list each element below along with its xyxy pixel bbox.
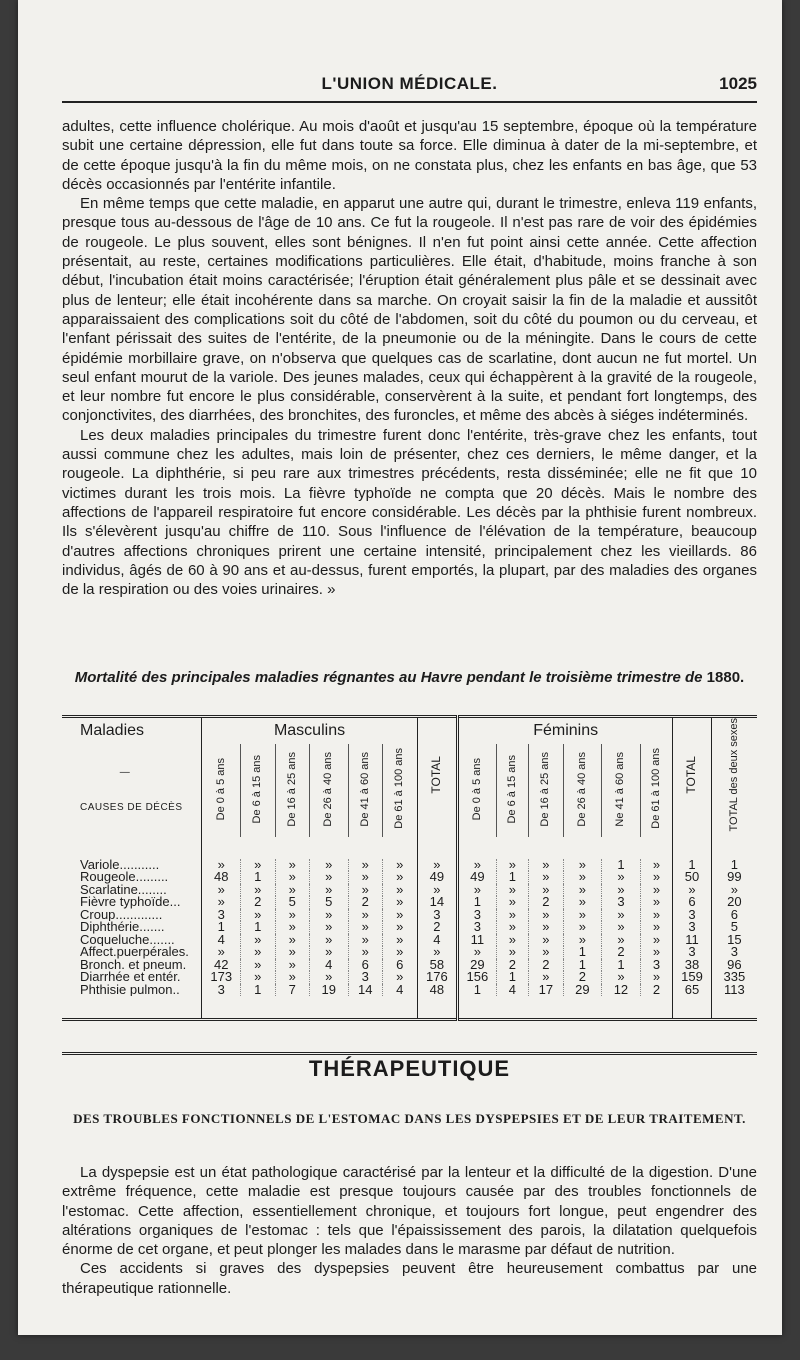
table-cell: 1 [458, 984, 497, 997]
table-cell: » [241, 959, 275, 972]
table-cell: 1 [241, 921, 275, 934]
table-cell: » [275, 934, 309, 947]
row-label: Fièvre typhoïde... [80, 896, 181, 909]
total-feminins-header: TOTAL [684, 755, 699, 794]
running-title: L'UNION MÉDICALE. [321, 74, 498, 93]
row-label: Bronch. et pneum. [80, 958, 187, 972]
table-cell: 335 [711, 971, 757, 984]
table-cell: » [310, 971, 349, 984]
row-label: Affect.puerpérales. [80, 946, 189, 959]
table-row [62, 984, 757, 997]
total-both-sexes-header: TOTAL des deux sexes [727, 718, 740, 832]
table-cell: 6 [673, 896, 712, 909]
table-cell: » [529, 909, 563, 922]
table-cell: » [417, 859, 458, 872]
row-label: Variole........... [80, 858, 160, 872]
table-cell: » [348, 909, 382, 922]
mortality-table [62, 715, 757, 1021]
caption-text: Mortalité des principales maladies régnantes au Havre pendant le troisième trimestre de [74, 669, 703, 686]
row-label: Diarrhée et entér. [80, 971, 181, 984]
table-cell: » [529, 859, 563, 872]
table-cell: 3 [417, 909, 458, 922]
page-number: 1025 [719, 74, 757, 93]
table-cell: 3 [640, 959, 673, 972]
table-cell: 6 [383, 959, 418, 972]
table-cell: » [310, 859, 349, 872]
table-cell: 29 [563, 984, 602, 997]
table-cell: » [458, 946, 497, 959]
male-age-header: De 61 à 100 ans [393, 748, 406, 830]
table-cell: 4 [310, 959, 349, 972]
table-cell: 5 [275, 896, 309, 909]
table-cell: » [640, 934, 673, 947]
table-cell: 1 [458, 896, 497, 909]
paragraph: En même temps que cette maladie, en apparut une autre qui, durant le trimestre, enleva 119 enfants, presque tous au-dessous de l'âge de 10 ans. Ce fut la rougeole. Il n'est pas rare de voir des épidémies de rougeole. Le plus souvent, elles sont bénignes. Il n'en fut point ainsi cette année. Cette affection présentait, au reste, certaines modifications particulières. Elle était, d'habitude, moins franche à son début, l'incubation était moins caractérisée; l'éruption était généralement plus pâle et se dessinait avec plus de lenteur; elle était incohérente dans sa marche. On croyait saisir la fin de la maladie et aussitôt apparaissaient des complications soit du côté de l'abdomen, soit du côté du poumon ou du cerveau, et l'enfant périssait des suites de l'entérite, de la pneumonie ou de la méningite. Dans le cours de cette épidémie morbillaire grave, on n'observa que quelques cas de scarlatine, dont aucun ne fut mortel. Un seul enfant mourut de la variole. Des jeunes malades, ceux qui échappèrent à la gravité de la rougeole, et leur nombre fut encore le plus considérable, conservèrent à la suite, et pendant fort longtemps, des conjonctivites, des diarrhées, des bronchites, des furoncles, et même des abcès à siéges indéterminés. [62, 195, 757, 425]
table-cell: » [241, 946, 275, 959]
table-cell: » [602, 871, 641, 884]
table-cell: 20 [711, 896, 757, 909]
table-cell: » [383, 859, 418, 872]
table-cell: » [348, 884, 382, 897]
table-cell: » [563, 871, 602, 884]
table-cell: » [275, 909, 309, 922]
table-cell: 48 [417, 984, 458, 997]
table-cell: 3 [202, 909, 241, 922]
table-cell: » [711, 884, 757, 897]
table-cell: 4 [383, 984, 418, 997]
male-age-header: De 26 à 40 ans [322, 751, 335, 827]
table-cell: 176 [417, 971, 458, 984]
table-cell: 3 [711, 946, 757, 959]
table-cell: » [496, 884, 528, 897]
table-cell: 1 [563, 946, 602, 959]
table-cell: » [383, 946, 418, 959]
table-cell: 4 [202, 934, 241, 947]
female-age-header: De 0 à 5 ans [470, 757, 483, 820]
table-cell: 3 [202, 984, 241, 997]
table-cell: » [458, 884, 497, 897]
table-cell: » [602, 921, 641, 934]
table-cell: 3 [348, 971, 382, 984]
table-cell: » [383, 921, 418, 934]
table-cell: » [673, 884, 712, 897]
paragraph: Les deux maladies principales du trimestre furent donc l'entérite, très-grave chez les enfants, tout aussi commune chez les adultes, mais loin de présenter, chez ces derniers, le même danger, et la rougeole. La diphthérie, si peu rare aux trimestres précédents, resta disséminée; elle ne fit que 10 victimes durant les trois mois. La fièvre typhoïde ne compta que 20 décès. Mais le nombre des affections de l'appareil respiratoire fut encore considérable. Les décès par la phthisie furent nombreux. Ils s'élevèrent jusqu'au chiffre de 110. Sous l'influence de l'élévation de la température, beaucoup d'autres affections chroniques prirent une certaine intensité, principalement chez les vieillards. 86 individus, âgés de 60 à 90 ans et au-dessus, furent emportés, la plupart, par des maladies des organes de la respiration ou des voies urinaires. » [62, 426, 757, 599]
article-title: DES TROUBLES FONCTIONNELS DE L'ESTOMAC DANS LES DYSPEPSIES ET DE LEUR TRAITEMENT. [73, 1111, 746, 1126]
paragraph: Ces accidents si graves des dyspepsies peuvent être heureusement combattus par une thérapeutique rationnelle. [62, 1260, 757, 1297]
causes-label: CAUSES DE DÉCÈS [80, 802, 183, 814]
header-rule [62, 101, 757, 103]
table-cell: » [563, 921, 602, 934]
table-cell: » [529, 934, 563, 947]
table-cell: 2 [563, 971, 602, 984]
table-cell: » [310, 871, 349, 884]
table-cell: 7 [275, 984, 309, 997]
table-cell: » [529, 871, 563, 884]
table-cell: » [275, 921, 309, 934]
male-age-header: De 16 à 25 ans [285, 751, 298, 827]
female-age-header: De 61 à 100 ans [649, 748, 662, 830]
table-cell: » [383, 884, 418, 897]
table-cell: 3 [673, 946, 712, 959]
table-cell: 1 [711, 859, 757, 872]
table-cell: » [348, 934, 382, 947]
page [18, 0, 782, 1335]
male-age-header: De 0 à 5 ans [214, 757, 227, 820]
table-cell: » [640, 871, 673, 884]
body-text [62, 117, 757, 599]
table-cell: 11 [673, 934, 712, 947]
table-cell: 3 [673, 909, 712, 922]
table-cell: » [602, 934, 641, 947]
page-header [62, 72, 757, 98]
table-cell: » [496, 909, 528, 922]
table-cell: » [310, 946, 349, 959]
row-label: Scarlatine........ [80, 883, 167, 897]
table-cell: » [640, 921, 673, 934]
table-cell: 14 [348, 984, 382, 997]
table-cell: 2 [529, 959, 563, 972]
table-cell: 48 [202, 871, 241, 884]
female-age-header: De 26 à 40 ans [575, 751, 588, 827]
table-cell: 14 [417, 896, 458, 909]
table-cell: » [602, 884, 641, 897]
table-cell: » [275, 884, 309, 897]
table-cell: 1 [202, 921, 241, 934]
table-cell: » [563, 884, 602, 897]
table-cell: » [310, 884, 349, 897]
row-label: Phthisie pulmon.. [80, 983, 180, 997]
table-cell: 2 [529, 896, 563, 909]
header-dash: — [119, 767, 131, 779]
female-age-header: De 16 à 25 ans [539, 751, 552, 827]
table-cell: 1 [602, 859, 641, 872]
table-cell: » [241, 934, 275, 947]
female-age-header: Ne 41 à 60 ans [614, 751, 627, 827]
table-cell: » [202, 884, 241, 897]
table-cell: » [241, 884, 275, 897]
table-cell: 1 [241, 871, 275, 884]
table-cell: 42 [202, 959, 241, 972]
table-cell: 12 [602, 984, 641, 997]
table-cell: » [383, 896, 418, 909]
table-cell: » [563, 934, 602, 947]
male-age-header: De 41 à 60 ans [358, 751, 371, 827]
table-cell: 99 [711, 871, 757, 884]
table-cell: » [496, 946, 528, 959]
table-cell: 1 [602, 959, 641, 972]
table-cell: » [202, 946, 241, 959]
row-label: Croup............. [80, 908, 163, 922]
table-cell: 58 [417, 959, 458, 972]
table-cell: » [383, 971, 418, 984]
table-cell: » [275, 871, 309, 884]
row-label: Coqueluche....... [80, 933, 175, 947]
table-cell: 4 [496, 984, 528, 997]
table-cell: » [310, 934, 349, 947]
table-cell: » [640, 971, 673, 984]
table-cell: » [602, 971, 641, 984]
table-cell: » [496, 859, 528, 872]
table-cell: » [383, 909, 418, 922]
table-cell: » [563, 896, 602, 909]
table-cell: » [496, 921, 528, 934]
table-caption [62, 668, 757, 687]
article-text [62, 1163, 757, 1298]
table-cell: » [383, 934, 418, 947]
section-title: THÉRAPEUTIQUE [308, 1056, 511, 1081]
table-cell: » [310, 909, 349, 922]
table-cell: 6 [711, 909, 757, 922]
table-cell: » [383, 871, 418, 884]
table-cell: 2 [640, 984, 673, 997]
table-cell: 113 [711, 984, 757, 997]
table-cell: » [529, 971, 563, 984]
table-cell: » [348, 921, 382, 934]
total-masculins-header: TOTAL [429, 755, 444, 794]
table-cell: » [563, 859, 602, 872]
table-cell: 50 [673, 871, 712, 884]
table-cell: » [275, 971, 309, 984]
female-age-header: De 6 à 15 ans [505, 754, 518, 824]
table-cell: 2 [348, 896, 382, 909]
table-cell: » [640, 884, 673, 897]
table-cell: » [640, 946, 673, 959]
table-cell: » [202, 859, 241, 872]
table-cell: 29 [458, 959, 497, 972]
table-cell: » [275, 959, 309, 972]
table-cell: 156 [458, 971, 497, 984]
causes-header [62, 744, 202, 836]
table-cell: » [241, 859, 275, 872]
maladies-header: Maladies [80, 722, 145, 740]
table-cell: » [529, 884, 563, 897]
table-cell: » [496, 934, 528, 947]
table-cell: 15 [711, 934, 757, 947]
table-cell: » [348, 946, 382, 959]
table-cell: 173 [202, 971, 241, 984]
table-cell: 49 [417, 871, 458, 884]
table-cell: 1 [673, 859, 712, 872]
table-cell: 65 [673, 984, 712, 997]
table-cell: » [241, 909, 275, 922]
table-cell: 1 [496, 971, 528, 984]
table-cell: » [640, 909, 673, 922]
table-cell: » [348, 871, 382, 884]
table-cell: 1 [241, 984, 275, 997]
table-cell: » [529, 921, 563, 934]
table-cell: 159 [673, 971, 712, 984]
row-label: Rougeole......... [80, 871, 169, 884]
table-cell: » [496, 896, 528, 909]
table-cell: 3 [458, 909, 497, 922]
table-cell: 5 [711, 921, 757, 934]
table-cell: » [275, 859, 309, 872]
table-cell: 6 [348, 959, 382, 972]
table-bottom-rule [62, 1052, 757, 1055]
table-cell: 38 [673, 959, 712, 972]
table-cell: » [602, 909, 641, 922]
table-cell: 1 [563, 959, 602, 972]
table-cell: » [640, 859, 673, 872]
table-cell: 2 [241, 896, 275, 909]
paragraph: adultes, cette influence cholérique. Au mois d'août et jusqu'au 15 septembre, époque où la température subit une certaine dépression, elle fut dans toute sa force. Elle diminua à dater de la mi-septembre, et de cette époque jusqu'à la fin du même mois, on ne constata plus, chez les enfants en bas âge, que 53 décès occasionnés par l'entérite infantile. [62, 118, 757, 193]
table-cell: » [640, 896, 673, 909]
paragraph: La dyspepsie est un état pathologique caractérisé par la lenteur et la difficulté de la digestion. D'une extrême fréquence, cette maladie est presque toujours causée par des troubles fonctionnels de l'estomac. Cette affection, essentiellement chronique, et toujours fort longue, peut engendrer des altérations organiques de l'estomac : tels que l'épaississement des parois, la dilatation quelquefois énorme de cet organe, et peut plonger les malades dans le marasme par défaut de nutrition. [62, 1164, 757, 1259]
table-cell: 49 [458, 871, 497, 884]
table-cell: 1 [496, 871, 528, 884]
table-cell: » [458, 859, 497, 872]
table-cell: » [202, 896, 241, 909]
table-cell: » [348, 859, 382, 872]
row-label: Diphthérie....... [80, 921, 165, 934]
table-cell: » [529, 946, 563, 959]
table-cell: 19 [310, 984, 349, 997]
table-cell: 96 [711, 959, 757, 972]
table-cell: 3 [673, 921, 712, 934]
table-cell: 2 [602, 946, 641, 959]
table-cell: » [275, 946, 309, 959]
table-cell: 3 [458, 921, 497, 934]
table-cell: 5 [310, 896, 349, 909]
table-cell: 4 [417, 934, 458, 947]
table-cell: 17 [529, 984, 563, 997]
table-cell: 3 [602, 896, 641, 909]
table-cell: 11 [458, 934, 497, 947]
male-age-header: De 6 à 15 ans [251, 754, 264, 824]
masculins-header: Masculins [202, 717, 417, 745]
table-cell: » [417, 946, 458, 959]
feminins-header: Féminins [458, 717, 673, 745]
table-body [62, 837, 757, 1020]
table-cell: » [563, 909, 602, 922]
caption-year: 1880. [706, 669, 745, 686]
table-cell: » [417, 884, 458, 897]
table-cell: » [310, 921, 349, 934]
table-cell: » [241, 971, 275, 984]
table-cell: 2 [496, 959, 528, 972]
table-cell: 2 [417, 921, 458, 934]
